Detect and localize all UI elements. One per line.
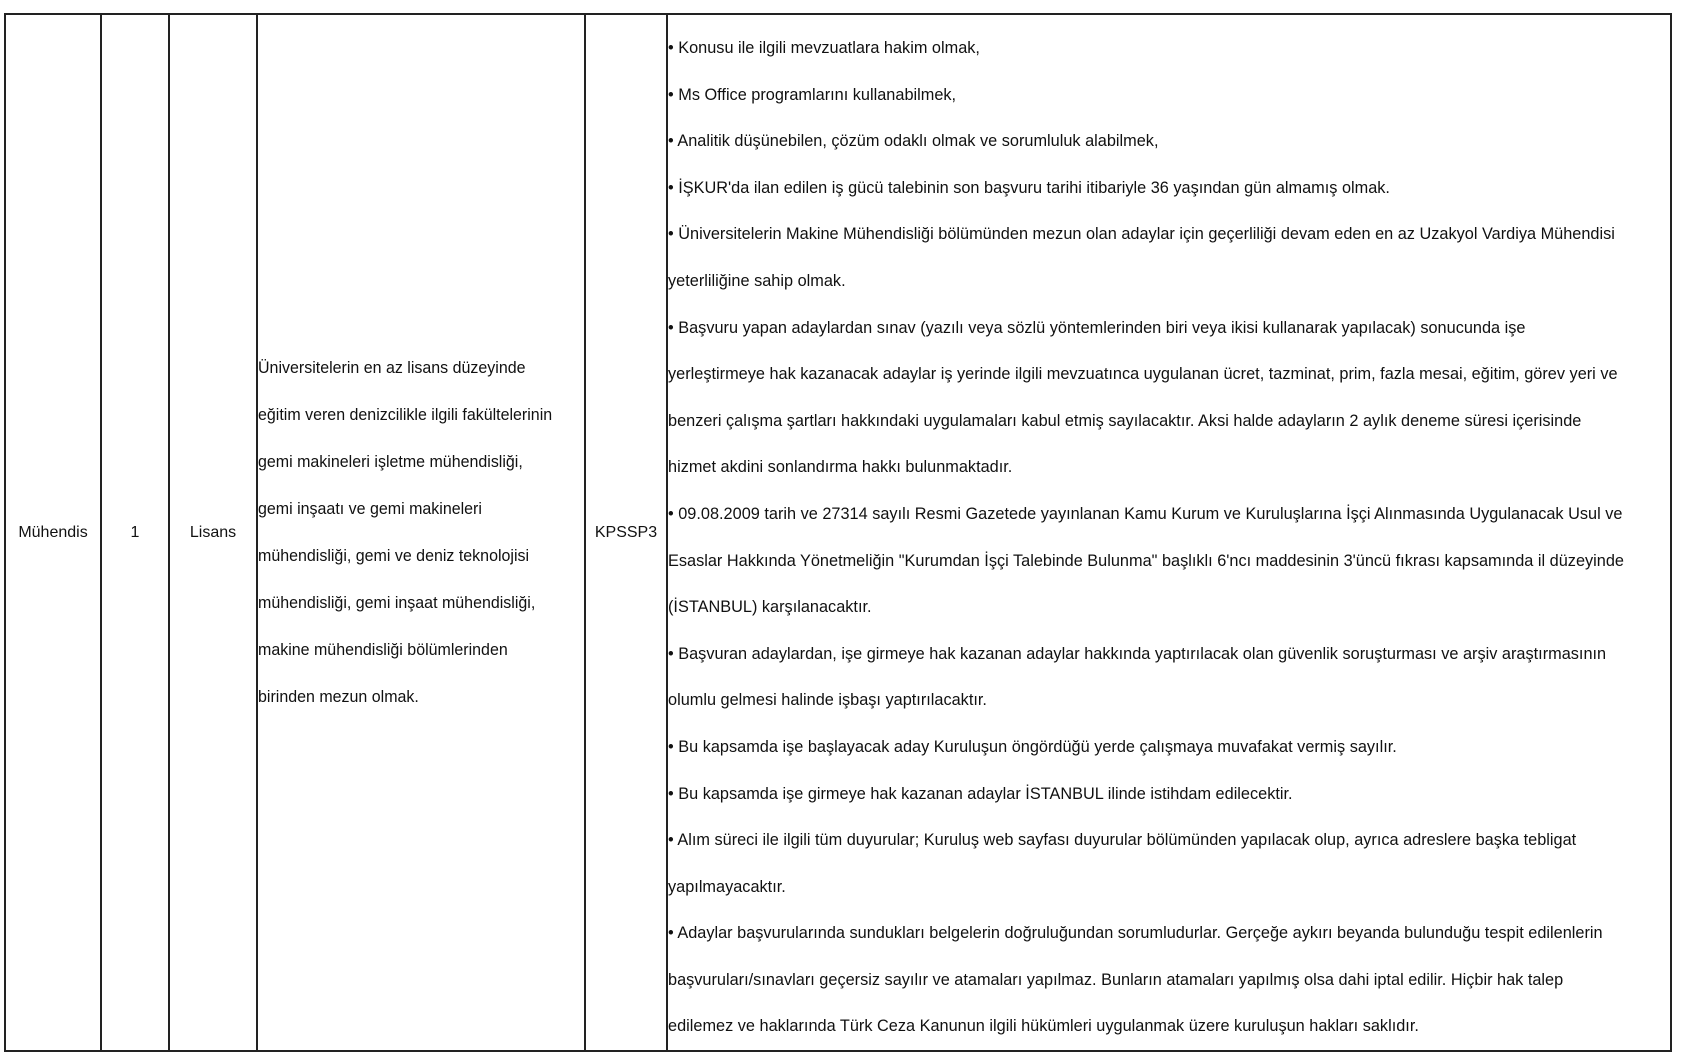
requirement-line: • Analitik düşünebilen, çözüm odaklı olmak ve sorumluluk alabilmek, xyxy=(668,132,1159,151)
requirement-line: yeterliliğine sahip olmak. xyxy=(668,271,846,290)
requirement-line: • İŞKUR'da ilan edilen iş gücü talebinin son başvuru tarihi itibariyle 36 yaşından gün almamış olmak. xyxy=(668,178,1390,197)
requirement-line: (İSTANBUL) karşılanacaktır. xyxy=(668,598,872,617)
position-title: Mühendis xyxy=(18,523,88,541)
education-requirement-text xyxy=(258,345,584,721)
education-level: Lisans xyxy=(189,523,237,541)
position-count: 1 xyxy=(130,523,140,541)
requirement-line: • Alım süreci ile ilgili tüm duyurular; Kuruluş web sayfası duyurular bölümünden yapılacak olup, ayrıca adreslere başka tebligat xyxy=(668,831,1577,850)
education-requirement-line: mühendisliği, gemi ve deniz teknolojisi xyxy=(258,546,530,565)
requirement-line: olumlu gelmesi halinde işbaşı yaptırılacaktır. xyxy=(668,691,987,710)
requirement-line: • Başvuru yapan adaylardan sınav (yazılı veya sözlü yöntemlerinden biri veya ikisi kullanarak yapılacak) sonucunda işe xyxy=(668,318,1526,337)
requirements-list xyxy=(668,15,1670,1050)
requirement-line: • Bu kapsamda işe girmeye hak kazanan adaylar İSTANBUL ilinde istihdam edilecektir. xyxy=(668,784,1293,803)
exam-cell xyxy=(585,14,667,1051)
requirement-line: • Başvuran adaylardan, işe girmeye hak kazanan adaylar hakkında yaptırılacak olan güvenlik soruşturması ve arşiv araştırmasının xyxy=(668,644,1607,663)
exam-type: KPSSP3 xyxy=(594,523,658,541)
requirement-line: • Bu kapsamda işe başlayacak aday Kuruluşun öngördüğü yerde çalışmaya muvafakat vermiş sayılır. xyxy=(668,737,1397,756)
requirement-line: yapılmayacaktır. xyxy=(668,877,786,896)
requirements-cell xyxy=(667,14,1671,1051)
education-requirement-line: eğitim veren denizcilikle ilgili fakültelerinin xyxy=(258,405,553,424)
education-requirement-line: gemi makineleri işletme mühendisliği, xyxy=(258,452,523,471)
requirement-line: • Üniversitelerin Makine Mühendisliği bölümünden mezun olan adaylar için geçerliliği devam eden en az Uzakyol Vardiya Mühendisi xyxy=(668,225,1615,244)
position-cell xyxy=(5,14,101,1051)
count-cell xyxy=(101,14,169,1051)
education-requirement-cell xyxy=(257,14,585,1051)
education-requirement-line: gemi inşaatı ve gemi makineleri xyxy=(258,499,482,518)
requirement-line: • 09.08.2009 tarih ve 27314 sayılı Resmi Gazetede yayınlanan Kamu Kurum ve Kuruluşlarına İşçi Alınmasında Uygulanacak Usul ve xyxy=(668,504,1623,523)
requirement-line: başvuruları/sınavları geçersiz sayılır ve atamaları yapılmaz. Bunların atamaları yapılmış olsa dahi iptal edilir. Hiçbir hak talep xyxy=(668,970,1564,989)
requirement-line: benzeri çalışma şartları hakkındaki uygulamaları kabul etmiş sayılacaktır. Aksi halde adayların 2 aylık deneme süresi içerisinde xyxy=(668,411,1582,430)
requirement-line: • Adaylar başvurularında sundukları belgelerin doğruluğundan sorumludurlar. Gerçeğe aykırı beyanda bulunduğu tespit edilenlerin xyxy=(668,924,1603,943)
requirement-line: • Ms Office programlarını kullanabilmek, xyxy=(668,85,957,104)
requirement-line: yerleştirmeye hak kazanacak adaylar iş yerinde ilgili mevzuatınca uygulanan ücret, tazminat, prim, fazla mesai, eğitim, görev yeri ve xyxy=(668,365,1618,384)
education-requirement-line: makine mühendisliği bölümlerinden xyxy=(258,640,508,659)
education-level-cell xyxy=(169,14,257,1051)
education-requirement-line: Üniversitelerin en az lisans düzeyinde xyxy=(258,358,526,377)
education-requirement-line: mühendisliği, gemi inşaat mühendisliği, xyxy=(258,593,536,612)
education-requirement-line: birinden mezun olmak. xyxy=(258,687,419,706)
requirement-line: edilemez ve haklarında Türk Ceza Kanunun ilgili hükümleri uygulanmak üzere kuruluşun hakları saklıdır. xyxy=(668,1017,1419,1036)
requirement-line: • Konusu ile ilgili mevzuatlara hakim olmak, xyxy=(668,39,980,57)
requirement-line: hizmet akdini sonlandırma hakkı bulunmaktadır. xyxy=(668,458,1013,477)
job-posting-table xyxy=(4,13,1672,1052)
requirement-line: Esaslar Hakkında Yönetmeliğin "Kurumdan İşçi Talebinde Bulunma" başlıklı 6'ncı maddesinin 3'üncü fıkrası kapsamında il düzeyinde xyxy=(668,551,1624,570)
table-row xyxy=(5,14,1671,1051)
